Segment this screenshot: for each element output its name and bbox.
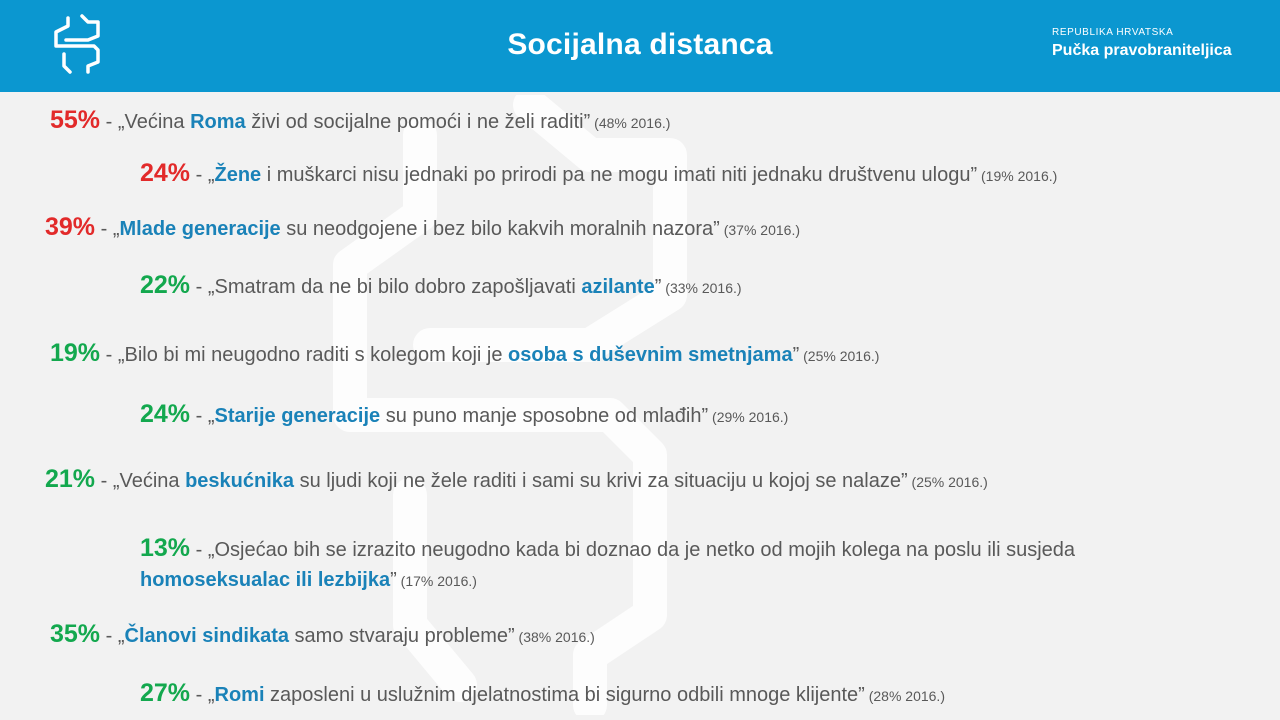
separator: - [190,684,208,706]
statement-text: su neodgojene i bez bilo kakvih moralnih nazora” [280,218,720,240]
statement-7 [45,465,988,496]
statement-2016-value: (37% 2016.) [719,222,801,238]
statement-6 [140,400,788,431]
statement-keyword: homoseksualac ili lezbijka [140,569,391,591]
statement-keyword: osoba s duševnim smetnjama [508,344,793,366]
statement-2016-value: (28% 2016.) [864,688,945,704]
statement-2016-value: (48% 2016.) [590,115,671,131]
statement-10 [140,679,945,710]
statement-text: i muškarci nisu jednaki po prirodi pa ne mogu imati niti jednaku društvenu ulogu” [261,164,978,186]
statement-percent: 19% [50,339,101,367]
statement-percent: 13% [140,534,191,562]
separator: - [95,470,113,492]
statement-keyword: Žene [214,164,262,186]
statement-keyword: Članovi sindikata [124,625,289,647]
statement-4 [140,271,742,302]
statement-percent: 22% [140,271,191,299]
statement-text: „Smatram da ne bi bilo dobro zapošljavati [207,276,582,298]
statement-5 [50,339,879,370]
statement-2016-value: (38% 2016.) [514,629,595,645]
statement-text: ” [792,344,800,366]
statement-2 [140,159,1057,190]
separator: - [190,539,208,561]
statement-9 [50,620,595,651]
header-bar [0,0,1280,92]
statement-keyword: Mlade generacije [119,218,281,240]
statement-keyword: Starije generacije [214,405,381,427]
statement-8 [140,533,1075,596]
page-title: Socijalna distanca [507,28,773,61]
statement-keyword: azilante [581,276,655,298]
statement-text: „ [117,625,125,647]
separator: - [100,111,118,133]
statement-2016-value: (19% 2016.) [977,168,1058,184]
statement-text: živi od socijalne pomoći i ne želi raditi” [245,111,591,133]
statement-text: „ [207,164,215,186]
statement-keyword: beskućnika [185,470,295,492]
statement-text: ” [390,569,397,591]
statement-percent: 55% [50,106,101,134]
statement-percent: 24% [140,159,191,187]
statement-2016-value: (25% 2016.) [907,474,988,490]
statement-text: zaposleni u uslužnim djelatnostima bi sigurno odbili mnoge klijente” [264,684,865,706]
statement-2016-value: (33% 2016.) [661,280,742,296]
statement-percent: 21% [45,465,96,493]
statement-text: ” [654,276,662,298]
statement-2016-value: (29% 2016.) [708,409,789,425]
statement-text: „Većina [112,470,186,492]
statement-text: „ [112,218,120,240]
separator: - [190,276,208,298]
statement-text: „Bilo bi mi neugodno raditi s kolegom koji je [117,344,509,366]
statement-text: samo stvaraju probleme” [289,625,515,647]
statement-text: su puno manje sposobne od mlađih” [380,405,709,427]
statement-text: „ [207,405,215,427]
org-title: Pučka pravobraniteljica [1052,42,1232,59]
statement-2016-value: (25% 2016.) [799,348,880,364]
statement-percent: 39% [45,213,96,241]
separator: - [100,625,118,647]
statement-2016-value: (17% 2016.) [396,573,477,589]
statement-text: „Većina [117,111,191,133]
statement-percent: 24% [140,400,191,428]
separator: - [95,218,113,240]
separator: - [190,164,208,186]
statement-percent: 27% [140,679,191,707]
statement-keyword: Roma [190,111,246,133]
statement-percent: 35% [50,620,101,648]
separator: - [190,405,208,427]
statement-3 [45,213,800,244]
statement-keyword: Romi [214,684,265,706]
organization-name [1052,27,1232,60]
statement-text: „Osjećao bih se izrazito neugodno kada bi doznao da je netko od mojih kolega na poslu ili susjeda [207,539,1076,561]
statement-text: su ljudi koji ne žele raditi i sami su krivi za situaciju u kojoj se nalaze” [294,470,908,492]
statement-1 [50,106,670,137]
separator: - [100,344,118,366]
org-country: REPUBLIKA HRVATSKA [1052,27,1174,38]
statement-text: „ [207,684,215,706]
